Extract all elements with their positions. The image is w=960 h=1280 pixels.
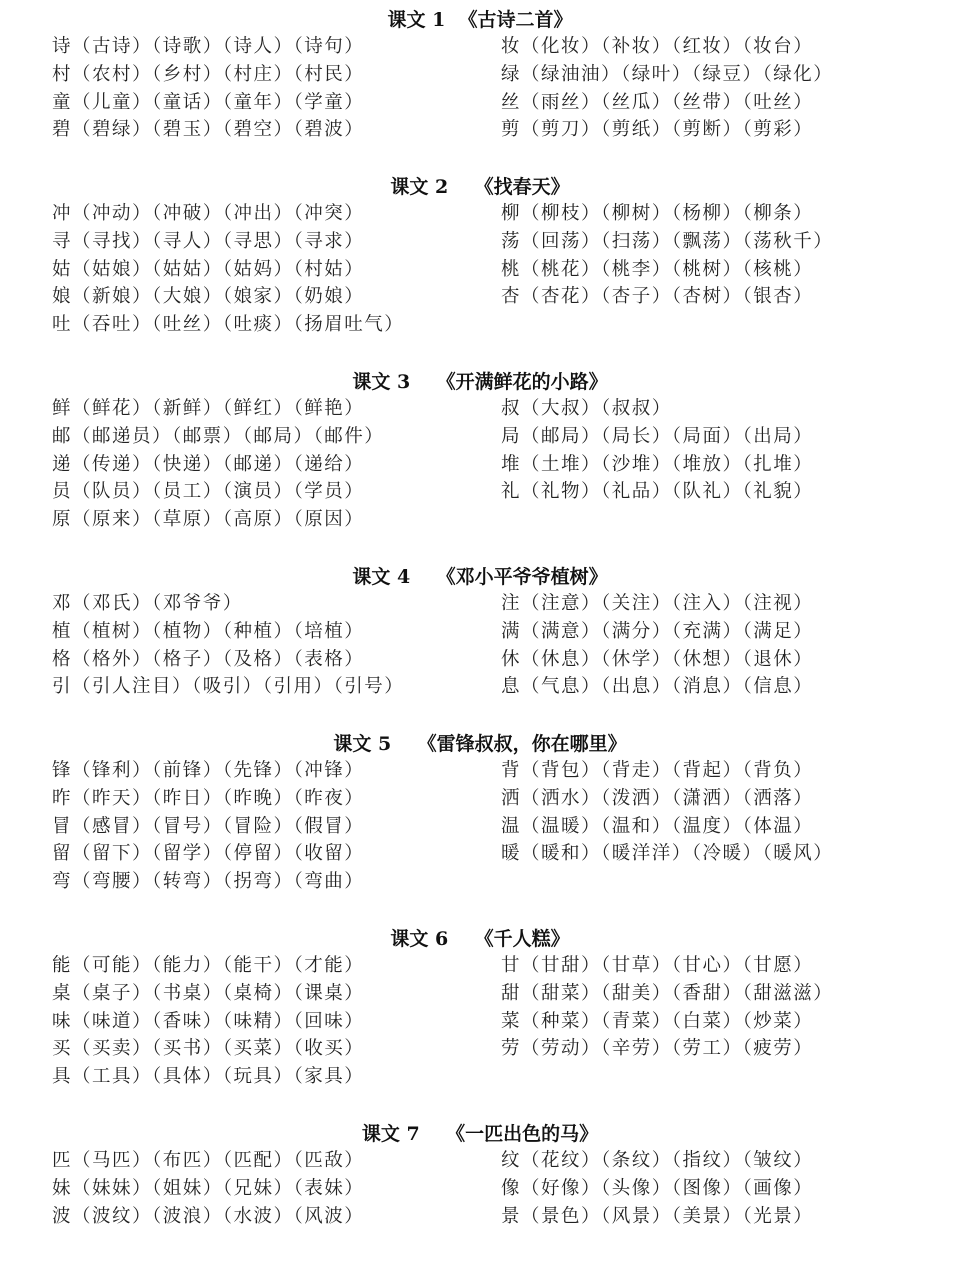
vocab-row-right: 息（气息）（出息）（消息）（信息） <box>501 676 814 698</box>
vocab-row-left: 留（留下）（留学）（停留）（收留） <box>52 843 365 865</box>
lesson-heading: 课文 6 《千人糕》 <box>390 928 570 950</box>
vocab-row-left: 递（传递）（快递）（邮递）（递给） <box>52 453 365 475</box>
vocab-row-left: 娘（新娘）（大娘）（娘家）（奶娘） <box>52 286 365 308</box>
lesson-heading: 课文 2 《找春天》 <box>390 176 570 198</box>
vocab-row-left: 妹（妹妹）（姐妹）（兄妹）（表妹） <box>52 1177 365 1199</box>
vocab-row-left: 波（波纹）（波浪）（水波）（风波） <box>52 1205 365 1227</box>
vocab-row-left: 能（可能）（能力）（能干）（才能） <box>52 955 365 976</box>
vocab-row-left: 原（原来）（草原）（高原）（原因） <box>52 509 365 531</box>
lesson-heading: 课文 4 《邓小平爷爷植树》 <box>352 566 608 588</box>
vocab-row-left: 弯（弯腰）（转弯）（拐弯）（弯曲） <box>52 871 365 893</box>
vocab-row-right: 菜（种菜）（青菜）（白菜）（炒菜） <box>501 1010 814 1032</box>
vocab-row-right: 暖（暖和）（暖洋洋）（冷暖）（暖风） <box>501 843 834 865</box>
vocab-row-left: 味（味道）（香味）（味精）（回味） <box>52 1010 365 1032</box>
vocab-row-left: 引（引人注目）（吸引）（引用）（引号） <box>52 676 405 698</box>
vocab-row-right: 剪（剪刀）（剪纸）（剪断）（剪彩） <box>501 119 814 141</box>
vocab-row-left: 具（工具）（具体）（玩具）（家具） <box>52 1066 365 1088</box>
lesson-heading: 课文 5 《雷锋叔叔，你在哪里》 <box>333 733 627 755</box>
vocab-row-left: 锋（锋利）（前锋）（先锋）（冲锋） <box>52 760 365 781</box>
vocab-row-left: 村（农村）（乡村）（村庄）（村民） <box>52 63 365 85</box>
vocab-row-left: 鲜（鲜花）（新鲜）（鲜红）（鲜艳） <box>52 398 365 419</box>
vocab-row-right: 注（注意）（关注）（注入）（注视） <box>501 593 814 614</box>
vocab-row-right: 温（温暖）（温和）（温度）（体温） <box>501 815 814 837</box>
vocab-row-right: 洒（洒水）（泼洒）（潇洒）（洒落） <box>501 787 814 809</box>
vocab-row-right: 堆（土堆）（沙堆）（堆放）（扎堆） <box>501 453 814 475</box>
vocab-row-right: 背（背包）（背走）（背起）（背负） <box>501 760 814 781</box>
vocab-row-right: 甜（甜菜）（甜美）（香甜）（甜滋滋） <box>501 982 834 1004</box>
vocab-row-right: 甘（甘甜）（甘草）（甘心）（甘愿） <box>501 955 814 976</box>
vocab-row-left: 姑（姑娘）（姑姑）（姑妈）（村姑） <box>52 258 365 280</box>
vocab-row-left: 昨（昨天）（昨日）（昨晚）（昨夜） <box>52 787 365 809</box>
vocab-row-right: 绿（绿油油）（绿叶）（绿豆）（绿化） <box>501 63 834 85</box>
lesson-heading: 课文 1 《古诗二首》 <box>387 9 573 31</box>
vocab-row-left: 邮（邮递员）（邮票）（邮局）（邮件） <box>52 425 385 447</box>
vocab-row-right: 礼（礼物）（礼品）（队礼）（礼貌） <box>501 481 814 503</box>
vocab-row-right: 柳（柳枝）（柳树）（杨柳）（柳条） <box>501 203 814 224</box>
vocab-row-left: 碧（碧绿）（碧玉）（碧空）（碧波） <box>52 119 365 141</box>
vocab-row-left: 员（队员）（员工）（演员）（学员） <box>52 481 365 503</box>
vocab-row-right: 纹（花纹）（条纹）（指纹）（皱纹） <box>501 1150 814 1171</box>
vocab-row-right: 劳（劳动）（辛劳）（劳工）（疲劳） <box>501 1038 814 1060</box>
vocab-row-right: 局（邮局）（局长）（局面）（出局） <box>501 425 814 447</box>
vocab-row-right: 桃（桃花）（桃李）（桃树）（核桃） <box>501 258 814 280</box>
vocab-row-right: 满（满意）（满分）（充满）（满足） <box>501 620 814 642</box>
vocab-row-left: 桌（桌子）（书桌）（桌椅）（课桌） <box>52 982 365 1004</box>
vocab-row-right: 妆（化妆）（补妆）（红妆）（妆台） <box>501 36 814 57</box>
lesson-heading: 课文 7 《一匹出色的马》 <box>361 1123 599 1145</box>
vocab-row-left: 吐（吞吐）（吐丝）（吐痰）（扬眉吐气） <box>52 314 405 336</box>
vocab-row-left: 童（儿童）（童话）（童年）（学童） <box>52 91 365 113</box>
lesson-heading: 课文 3 《开满鲜花的小路》 <box>352 371 608 393</box>
vocab-row-right: 像（好像）（头像）（图像）（画像） <box>501 1177 814 1199</box>
vocab-row-right: 叔（大叔）（叔叔） <box>501 398 672 419</box>
vocab-row-left: 寻（寻找）（寻人）（寻思）（寻求） <box>52 230 365 252</box>
vocab-row-left: 邓（邓氏）（邓爷爷） <box>52 593 243 614</box>
vocab-row-left: 植（植树）（植物）（种植）（培植） <box>52 620 365 642</box>
vocab-row-right: 休（休息）（休学）（休想）（退休） <box>501 648 814 670</box>
vocab-row-right: 杏（杏花）（杏子）（杏树）（银杏） <box>501 286 814 308</box>
vocab-row-left: 冲（冲动）（冲破）（冲出）（冲突） <box>52 203 365 224</box>
vocab-row-left: 诗（古诗）（诗歌）（诗人）（诗句） <box>52 36 365 57</box>
vocab-row-left: 格（格外）（格子）（及格）（表格） <box>52 648 365 670</box>
vocab-row-left: 匹（马匹）（布匹）（匹配）（匹敌） <box>52 1150 365 1171</box>
vocab-row-right: 荡（回荡）（扫荡）（飘荡）（荡秋千） <box>501 230 834 252</box>
vocab-row-right: 景（景色）（风景）（美景）（光景） <box>501 1205 814 1227</box>
vocab-row-left: 买（买卖）（买书）（买菜）（收买） <box>52 1038 365 1060</box>
vocab-row-left: 冒（感冒）（冒号）（冒险）（假冒） <box>52 815 365 837</box>
vocab-row-right: 丝（雨丝）（丝瓜）（丝带）（吐丝） <box>501 91 814 113</box>
